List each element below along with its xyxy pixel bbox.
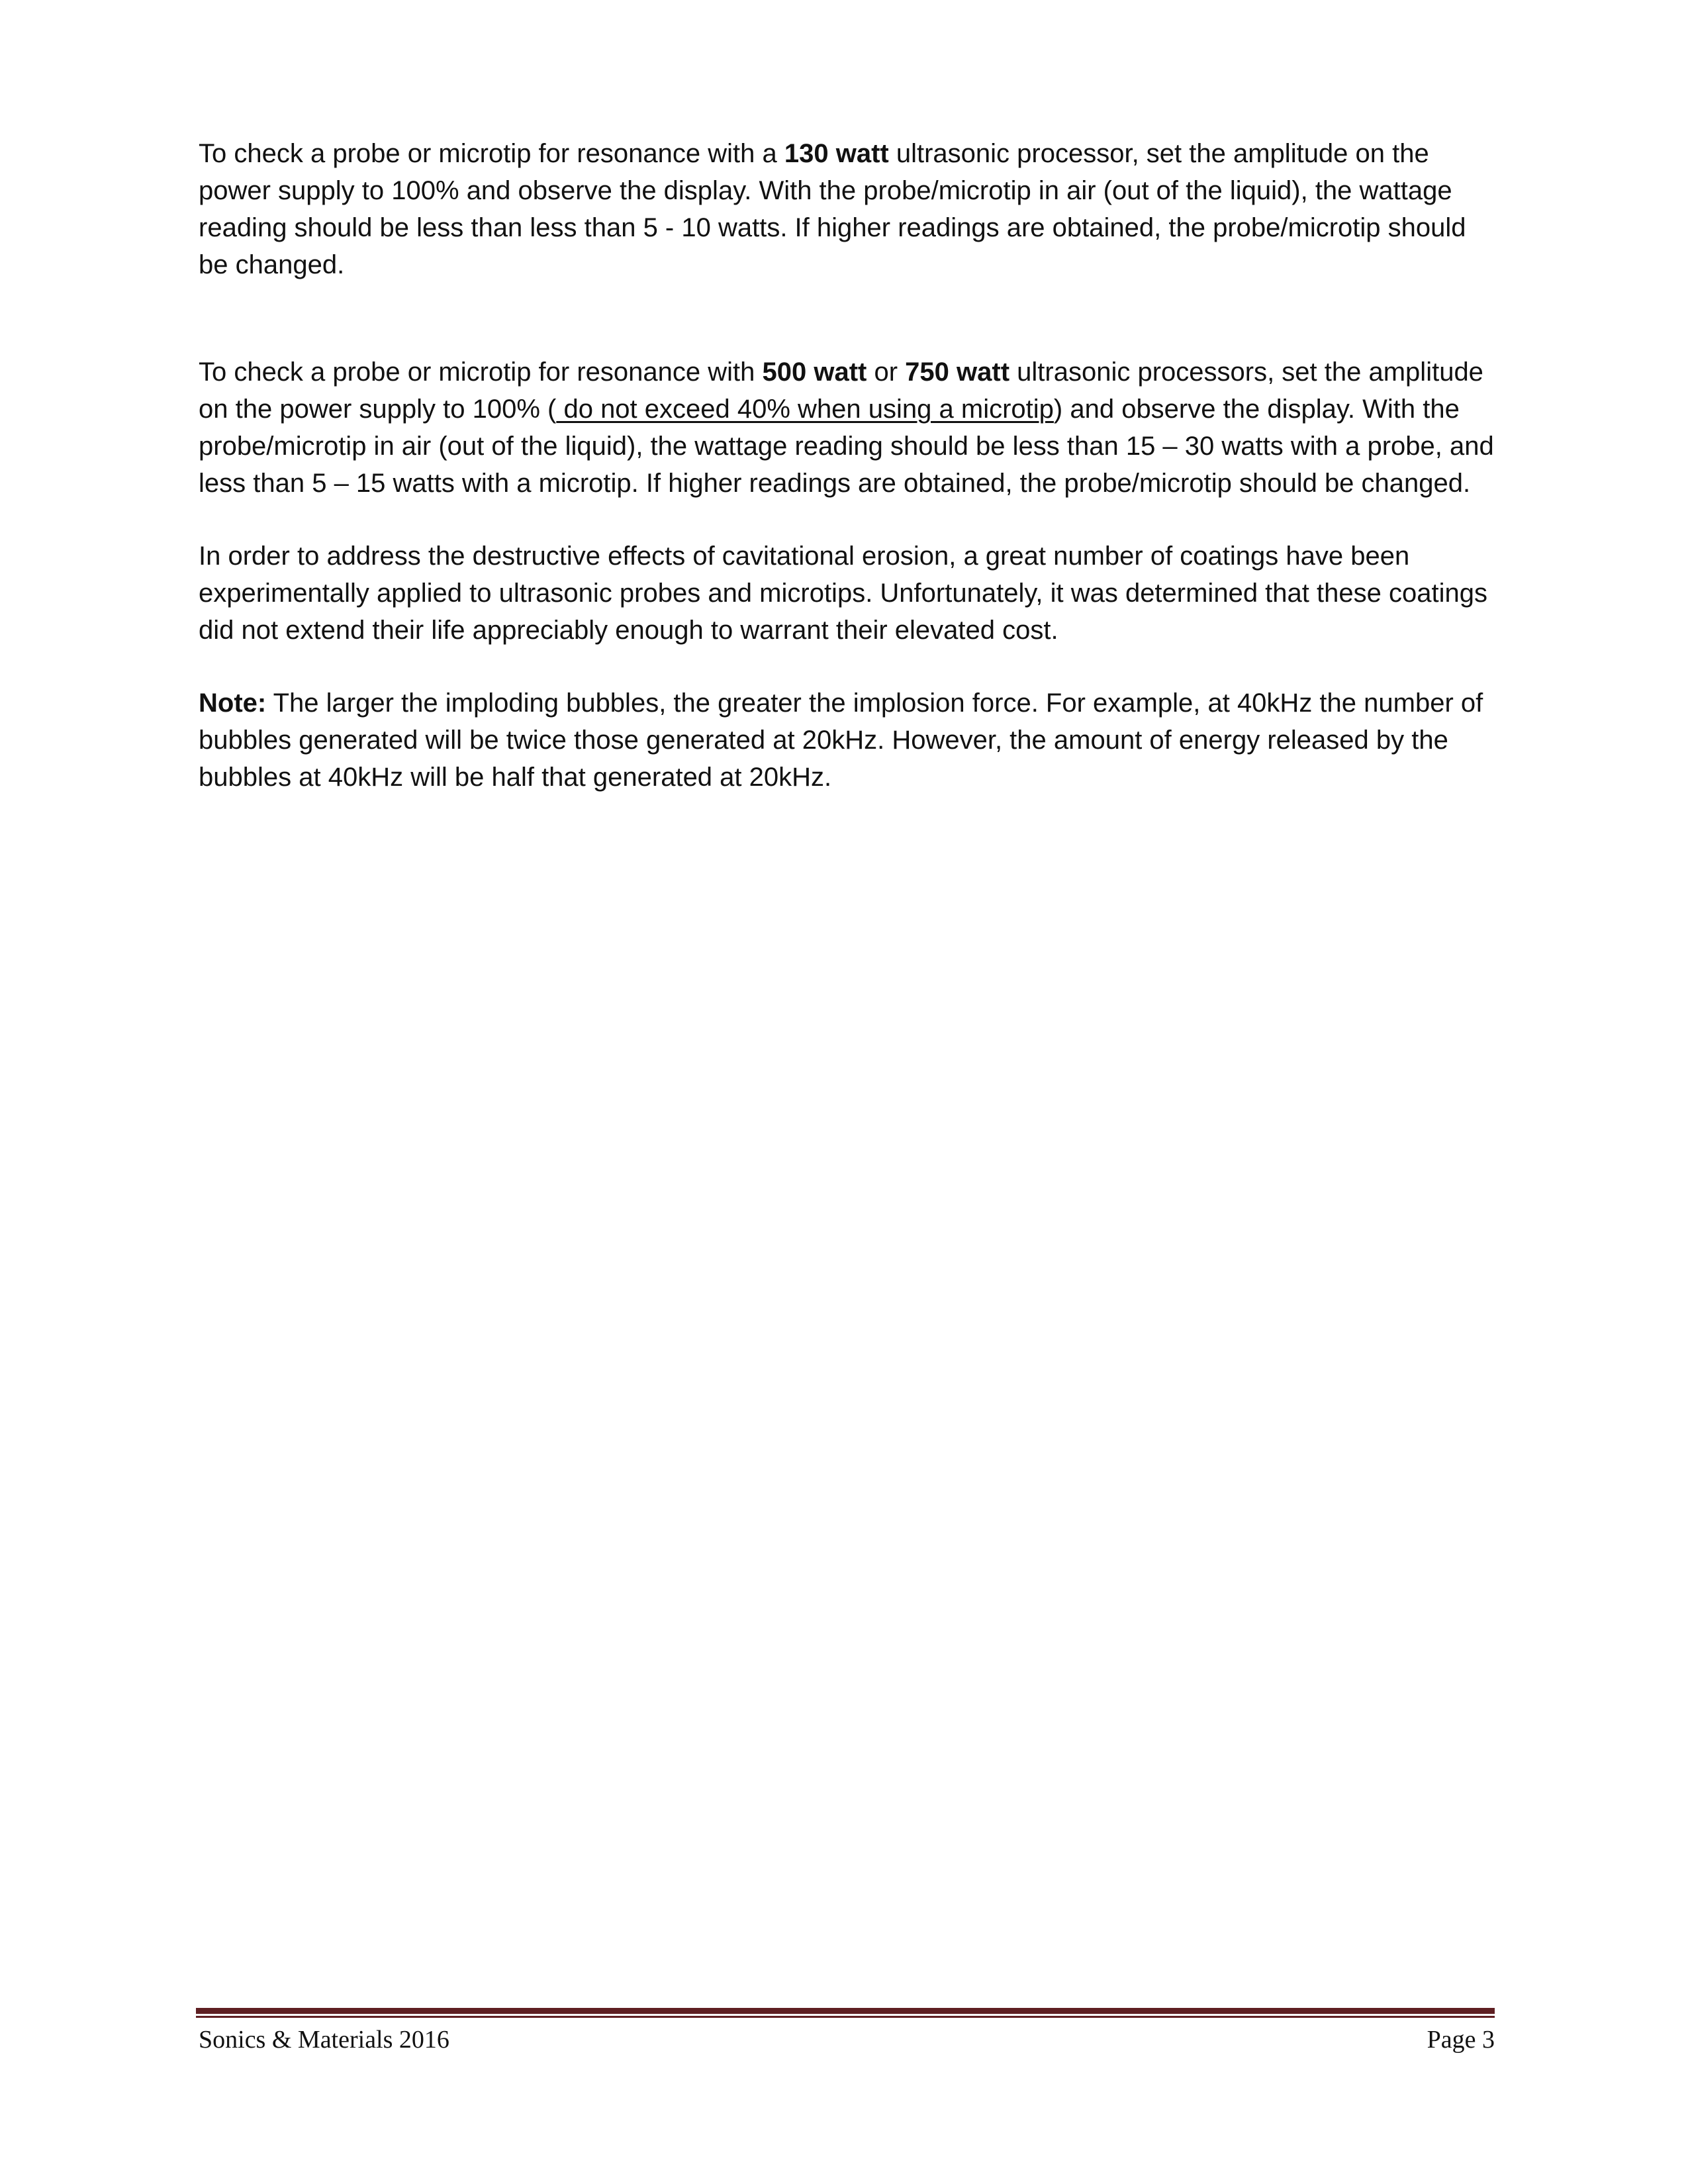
p2-text-start: To check a probe or microtip for resonance with bbox=[199, 357, 763, 387]
footer-company-year: Sonics & Materials 2016 bbox=[199, 2026, 449, 2054]
p2-underlined-warning: do not exceed 40% when using a microtip bbox=[556, 395, 1054, 424]
footer-divider-thick-line bbox=[196, 2008, 1495, 2014]
paragraph-500-750-watt-resonance bbox=[199, 354, 1496, 502]
note-text: The larger the imploding bubbles, the greater the implosion force. For example, at 40kHz the number of bubbles generated will be twice those generated at 20kHz. However, the amount of energy released by the bubbles at 40kHz will be half that generated at 20kHz. bbox=[199, 688, 1483, 792]
p1-bold-130-watt: 130 watt bbox=[784, 139, 889, 168]
footer-page-number: Page 3 bbox=[1427, 2026, 1495, 2054]
paragraph-130-watt-resonance bbox=[199, 135, 1496, 283]
note-label: Note: bbox=[199, 688, 267, 718]
p2-text-or: or bbox=[867, 357, 906, 387]
p1-text-end: ultrasonic processor, set the amplitude on the power supply to 100% and observe the display. With the probe/microtip in air (out of the liquid), the wattage reading should be less than less than 5 - 10 watts. If higher readings are obtained, the probe/microtip should be changed. bbox=[199, 139, 1466, 279]
p2-bold-750-watt: 750 watt bbox=[905, 357, 1010, 387]
p2-text-middle: ultrasonic processors, set the amplitude on the power supply to 100% ( bbox=[199, 357, 1483, 424]
p1-text-start: To check a probe or microtip for resonance with a bbox=[199, 139, 784, 168]
footer-divider bbox=[196, 2008, 1495, 2018]
p2-bold-500-watt: 500 watt bbox=[762, 357, 867, 387]
footer-divider-thin-line bbox=[196, 2016, 1495, 2018]
p2-text-end: ) and observe the display. With the probe/microtip in air (out of the liquid), the wattage reading should be less than 15 – 30 watts with a probe, and less than 5 – 15 watts with a microtip. If higher readings are obtained, the probe/microtip should be changed. bbox=[199, 395, 1494, 498]
p3-text: In order to address the destructive effects of cavitational erosion, a great number of coatings have been experimentally applied to ultrasonic probes and microtips. Unfortunately, it was determined that these coatings did not extend their life appreciably enough to warrant their elevated cost. bbox=[199, 542, 1487, 645]
document-body bbox=[199, 135, 1496, 796]
paragraph-coatings bbox=[199, 538, 1496, 649]
paragraph-note bbox=[199, 685, 1496, 796]
